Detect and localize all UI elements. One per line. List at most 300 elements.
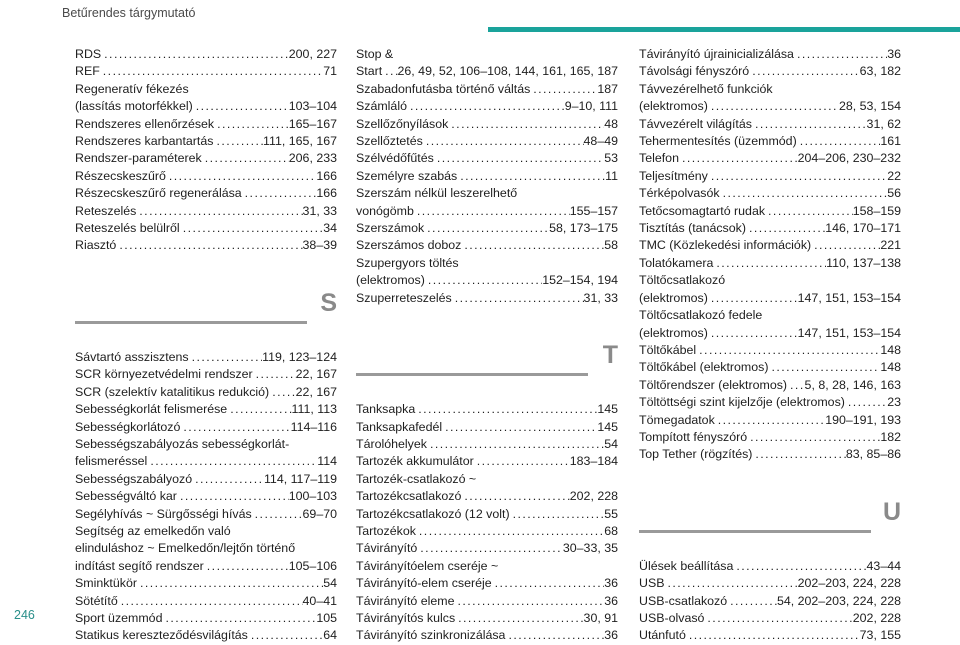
dot-leader	[242, 185, 317, 202]
page-reference: 105–106	[288, 558, 337, 573]
dot-leader	[454, 593, 604, 610]
index-entry-line	[75, 558, 337, 575]
page-reference: 111, 165, 167	[263, 134, 337, 149]
index-entry	[356, 558, 618, 593]
index-entry	[356, 290, 618, 307]
index-entry-line	[356, 610, 618, 627]
index-entry-line	[75, 488, 337, 505]
dot-leader	[213, 133, 263, 150]
page-reference: 119, 123–124	[262, 349, 337, 364]
dot-leader	[189, 349, 262, 366]
index-entry-line	[356, 540, 618, 557]
index-entry-line	[639, 63, 901, 80]
index-entry-line	[75, 150, 337, 167]
index-term: Tisztítás (tanácsok)	[639, 221, 746, 236]
index-term: Távirányító eleme	[356, 593, 455, 608]
index-term: Utánfutó	[639, 628, 686, 643]
dot-leader	[448, 116, 604, 133]
index-term: Távirányító újrainicializálása	[639, 47, 794, 61]
index-entry	[639, 220, 901, 237]
index-entry	[356, 419, 618, 436]
index-entry	[639, 46, 901, 63]
dot-leader	[713, 255, 826, 272]
index-entry	[75, 610, 337, 627]
page-reference: 53	[604, 151, 618, 166]
index-entry-line	[356, 488, 618, 505]
dot-leader	[227, 401, 291, 418]
index-term: Ülések beállítása	[639, 558, 734, 573]
index-entry-line	[639, 394, 901, 411]
index-entry-line	[75, 220, 337, 237]
index-entry	[356, 168, 618, 185]
index-entry-line	[639, 255, 901, 272]
dot-leader	[417, 540, 563, 557]
index-entry	[639, 133, 901, 150]
dot-leader	[423, 133, 584, 150]
section-rule	[356, 373, 588, 376]
index-entry	[75, 81, 337, 116]
page-reference: 54	[323, 576, 337, 591]
index-entry	[356, 133, 618, 150]
dot-leader	[193, 98, 289, 115]
dot-leader	[166, 168, 316, 185]
page-reference: 23	[887, 395, 901, 410]
index-term: Sötétítő	[75, 593, 118, 608]
index-entry-line	[639, 412, 901, 429]
index-entry	[639, 394, 901, 411]
page-reference: 31, 33	[583, 290, 618, 305]
index-term: Reteszelés	[75, 203, 137, 218]
dot-leader	[248, 627, 323, 644]
index-term: Tartozék akkumulátor	[356, 454, 474, 469]
index-term: USB-csatlakozó	[639, 593, 728, 608]
index-entry	[75, 220, 337, 237]
page-reference: 152–154, 194	[542, 273, 618, 288]
index-entry-line	[75, 366, 337, 383]
index-entry-line	[356, 523, 618, 540]
index-entry	[75, 436, 337, 471]
dot-leader	[461, 237, 604, 254]
index-term: Tehermentesítés (üzemmód)	[639, 134, 797, 149]
index-entry	[639, 429, 901, 446]
index-entry-line	[75, 81, 337, 98]
section-divider	[75, 287, 337, 339]
page-reference: 31, 62	[866, 116, 901, 131]
index-term: Szupergyors töltés	[356, 255, 459, 270]
section-letter: S	[320, 288, 337, 317]
dot-leader	[147, 453, 317, 470]
index-column-2	[356, 46, 618, 645]
dot-leader	[452, 290, 584, 307]
index-term: Szélvédőfűtés	[356, 151, 434, 166]
index-term: vonógömb	[356, 203, 414, 218]
index-entry-line	[639, 446, 901, 463]
index-entry-line	[75, 168, 337, 185]
index-term: TMC (Közlekedési információk)	[639, 238, 812, 253]
index-entry	[639, 237, 901, 254]
page-reference: 100–103	[288, 489, 337, 504]
page-reference: 190–191, 193	[825, 412, 901, 427]
page-reference: 64	[323, 628, 337, 643]
dot-leader	[180, 220, 324, 237]
index-term: USB	[639, 576, 665, 591]
index-entry	[75, 366, 337, 383]
index-term: RDS	[75, 47, 102, 61]
index-entry	[75, 575, 337, 592]
index-term: Tartozék-csatlakozó ~	[356, 471, 477, 486]
page-reference: 83, 85–86	[845, 447, 901, 462]
index-entry	[75, 133, 337, 150]
dot-leader	[457, 168, 605, 185]
index-entry	[639, 627, 901, 644]
index-entry-line	[639, 46, 901, 63]
index-entry-line	[356, 255, 618, 272]
index-entry-line	[75, 575, 337, 592]
index-entry-line	[356, 237, 618, 254]
dot-leader	[794, 46, 887, 63]
page-reference: 34	[323, 221, 337, 236]
page-number: 246	[14, 608, 35, 622]
index-term: Top Tether (rögzítés)	[639, 447, 753, 462]
index-term: Részecskeszűrő regenerálása	[75, 186, 242, 201]
page-reference: 187	[597, 81, 618, 96]
index-entry	[356, 523, 618, 540]
index-term: Regeneratív fékezés	[75, 81, 189, 96]
index-entry-line	[356, 63, 618, 80]
page-reference: 71	[323, 64, 337, 79]
dot-leader	[204, 558, 289, 575]
index-term: felismeréssel	[75, 454, 148, 469]
page-reference: 147, 151, 153–154	[797, 290, 901, 305]
index-term: elinduláshoz ~ Emelkedőn/lejtőn történő	[75, 541, 296, 556]
index-term: Tetőcsomagtartó rudak	[639, 203, 766, 218]
index-term: Távvezérelt világítás	[639, 116, 752, 131]
index-entry	[639, 377, 901, 394]
index-term: Tanksapkafedél	[356, 419, 443, 434]
index-term: SCR (szelektív katalitikus redukció)	[75, 384, 270, 399]
index-column-3	[639, 46, 901, 645]
index-entry-line	[639, 203, 901, 220]
page-reference: 114	[317, 454, 337, 469]
page-reference: 63, 182	[859, 64, 901, 79]
page-reference: 48	[604, 116, 618, 131]
page-reference: 114, 117–119	[263, 471, 337, 486]
index-entry-line	[75, 610, 337, 627]
index-entry	[356, 401, 618, 418]
index-entry	[75, 203, 337, 220]
index-entry	[75, 523, 337, 575]
index-term: Tartozékok	[356, 523, 416, 538]
page-reference: 221	[880, 238, 901, 253]
index-entry-line	[75, 133, 337, 150]
index-entry-line	[356, 627, 618, 644]
index-entry	[75, 237, 337, 254]
index-term: Reteszelés belülről	[75, 221, 180, 236]
index-term: Tartozékcsatlakozó	[356, 489, 462, 504]
index-entry-line	[75, 98, 337, 115]
index-entry-line	[639, 325, 901, 342]
index-entry-line	[356, 81, 618, 98]
page-reference: 54	[604, 436, 618, 451]
page-reference: 30–33, 35	[562, 541, 618, 556]
index-entry	[639, 203, 901, 220]
index-entry	[75, 506, 337, 523]
index-entry	[356, 471, 618, 506]
index-entry-line	[639, 133, 901, 150]
index-term: Szerszámos doboz	[356, 238, 462, 253]
index-entry-line	[75, 384, 337, 401]
index-term: Távvezérelhető funkciók	[639, 81, 773, 96]
index-entry	[639, 446, 901, 463]
index-term: Riasztó	[75, 238, 117, 253]
index-term: Sebességszabályozás sebességkorlát-	[75, 436, 290, 451]
index-entry	[356, 453, 618, 470]
dot-leader	[269, 384, 295, 401]
dot-leader	[752, 446, 845, 463]
page-reference: 145	[597, 402, 618, 417]
index-entry-line	[75, 506, 337, 523]
index-entry	[75, 488, 337, 505]
index-term: Távirányítós kulcs	[356, 610, 456, 625]
index-entry	[639, 255, 901, 272]
index-term: REF	[75, 64, 100, 79]
dot-leader	[416, 523, 604, 540]
page-reference: 73, 155	[859, 628, 901, 643]
index-term: Számláló	[356, 99, 407, 114]
index-entry-line	[75, 349, 337, 366]
index-entry-line	[356, 116, 618, 133]
dot-leader	[461, 488, 569, 505]
index-entry	[356, 255, 618, 290]
index-entry-line	[639, 220, 901, 237]
index-entry-line	[356, 558, 618, 575]
index-entry	[639, 81, 901, 116]
page-reference: 166	[316, 168, 337, 183]
index-term: Szellőztetés	[356, 134, 423, 149]
index-entry-line	[75, 453, 337, 470]
index-entry-line	[639, 237, 901, 254]
index-entry	[356, 116, 618, 133]
index-entry-line	[75, 46, 337, 63]
section-rule	[75, 321, 307, 324]
index-term: Távirányítóelem cseréje ~	[356, 558, 499, 573]
index-entry	[639, 168, 901, 185]
page-reference: 206, 233	[288, 151, 337, 166]
dot-leader	[177, 488, 289, 505]
index-term: Sebességkorlátozó	[75, 419, 181, 434]
index-entry-line	[356, 272, 618, 289]
dot-leader	[727, 593, 777, 610]
dot-leader	[679, 150, 798, 167]
index-entry-line	[639, 429, 901, 446]
index-term: Teljesítmény	[639, 168, 708, 183]
dot-leader	[136, 203, 302, 220]
dot-leader	[427, 436, 604, 453]
index-term: Szuperreteszelés	[356, 290, 452, 305]
index-term: Töltőkábel (elektromos)	[639, 360, 769, 375]
index-entry-line	[75, 593, 337, 610]
page-reference: 28, 53, 154	[838, 99, 901, 114]
index-entry-line	[639, 627, 901, 644]
dot-leader	[214, 116, 289, 133]
page-reference: 69–70	[302, 506, 337, 521]
dot-leader	[720, 185, 888, 202]
index-term: Távirányító	[356, 541, 418, 556]
index-entry-line	[75, 401, 337, 418]
index-entry-line	[356, 575, 618, 592]
index-term: Segélyhívás ~ Sürgősségi hívás	[75, 506, 252, 521]
dot-leader	[715, 412, 825, 429]
page-reference: 166	[316, 186, 337, 201]
index-entry	[356, 220, 618, 237]
index-entry	[75, 384, 337, 401]
page-reference: 56	[887, 186, 901, 201]
index-term: Tompított fényszóró	[639, 429, 748, 444]
dot-leader	[424, 220, 549, 237]
index-entry	[356, 237, 618, 254]
index-term: Tanksapka	[356, 402, 416, 417]
section-divider	[356, 339, 618, 391]
index-entry	[356, 593, 618, 610]
index-term: Részecskeszűrő	[75, 168, 166, 183]
dot-leader	[768, 359, 880, 376]
index-entry	[639, 150, 901, 167]
index-term: Térképolvasók	[639, 186, 720, 201]
dot-leader	[455, 610, 583, 627]
index-term: Statikus kereszteződésvilágítás	[75, 628, 248, 643]
page-reference: 58, 173–175	[549, 221, 618, 236]
index-entry-line	[639, 98, 901, 115]
index-term: Személyre szabás	[356, 168, 458, 183]
index-entry-line	[356, 46, 618, 63]
page-reference: 36	[604, 576, 618, 591]
index-entry	[639, 575, 901, 592]
index-entry-line	[75, 419, 337, 436]
index-entry-line	[75, 116, 337, 133]
index-entry	[356, 98, 618, 115]
index-entry-line	[639, 610, 901, 627]
index-term: Töltőcsatlakozó fedele	[639, 308, 763, 323]
index-entry	[356, 150, 618, 167]
page-reference: 105	[316, 610, 337, 625]
dot-leader	[382, 63, 397, 80]
index-entry-line	[639, 575, 901, 592]
index-entry-line	[356, 436, 618, 453]
index-entry	[639, 342, 901, 359]
dot-leader	[492, 575, 605, 592]
index-term: Sebességváltó kar	[75, 489, 177, 504]
index-entry-line	[75, 627, 337, 644]
dot-leader	[811, 237, 880, 254]
index-term: Szerszámok	[356, 221, 425, 236]
dot-leader	[704, 610, 852, 627]
dot-leader	[664, 575, 797, 592]
dot-leader	[530, 81, 597, 98]
index-term: Sport üzemmód	[75, 610, 163, 625]
index-entry	[75, 401, 337, 418]
index-term: Töltöttségi szint kijelzője (elektromos)	[639, 395, 845, 410]
index-term: (elektromos)	[356, 273, 425, 288]
index-entry	[356, 81, 618, 98]
index-entry-line	[356, 419, 618, 436]
index-entry	[639, 558, 901, 575]
page-reference: 31, 33	[302, 203, 337, 218]
header-accent-bar	[488, 27, 960, 32]
index-entry-line	[356, 290, 618, 307]
dot-leader	[708, 290, 798, 307]
page-reference: 55	[604, 506, 618, 521]
index-entry	[639, 272, 901, 307]
index-entry	[639, 307, 901, 342]
index-entry	[75, 46, 337, 63]
index-entry-line	[639, 558, 901, 575]
index-term: Távirányító szinkronizálása	[356, 628, 506, 643]
index-entry	[75, 419, 337, 436]
page-reference: 9–10, 111	[564, 99, 618, 114]
page-reference: 36	[604, 628, 618, 643]
dot-leader	[407, 98, 565, 115]
index-term: Stop &	[356, 47, 394, 61]
index-entry	[356, 436, 618, 453]
index-entry	[75, 116, 337, 133]
index-entry-line	[639, 150, 901, 167]
dot-leader	[192, 471, 264, 488]
dot-leader	[747, 429, 880, 446]
index-term: Rendszeres ellenőrzések	[75, 116, 215, 131]
page-reference: 68	[604, 523, 618, 538]
dot-leader	[733, 558, 866, 575]
index-entry-line	[356, 453, 618, 470]
page-reference: 204–206, 230–232	[797, 151, 901, 166]
index-entry-line	[75, 523, 337, 540]
index-term: Töltőcsatlakozó	[639, 273, 726, 288]
page-reference: 158–159	[852, 203, 901, 218]
page-reference: 103–104	[288, 99, 337, 114]
dot-leader	[787, 377, 805, 394]
page-reference: 22, 167	[295, 367, 337, 382]
page-reference: 202, 228	[852, 610, 901, 625]
dot-leader	[752, 116, 867, 133]
index-entry	[639, 610, 901, 627]
page-reference: 146, 170–171	[825, 221, 901, 236]
page-reference: 38–39	[302, 238, 337, 253]
index-term: Töltőkábel	[639, 342, 697, 357]
dot-leader	[252, 506, 303, 523]
index-entry	[75, 349, 337, 366]
page-reference: 114–116	[290, 419, 337, 434]
page-reference: 202–203, 224, 228	[797, 576, 901, 591]
index-entry-line	[75, 203, 337, 220]
index-entry-line	[356, 168, 618, 185]
index-entry-line	[75, 63, 337, 80]
index-term: Tolatókamera	[639, 255, 714, 270]
index-term: indítást segítő rendszer	[75, 558, 204, 573]
index-term: Sminktükör	[75, 576, 137, 591]
dot-leader	[765, 203, 853, 220]
index-term: Sebességszabályozó	[75, 471, 193, 486]
page-reference: 110, 137–138	[826, 255, 901, 270]
page-reference: 111, 113	[291, 402, 337, 417]
dot-leader	[442, 419, 597, 436]
index-entry	[75, 168, 337, 185]
index-entry-line	[75, 237, 337, 254]
dot-leader	[414, 203, 570, 220]
dot-leader	[116, 237, 302, 254]
page-reference: 22, 167	[295, 384, 337, 399]
page-reference: 11	[605, 168, 618, 183]
index-entry-line	[639, 116, 901, 133]
dot-leader	[425, 272, 542, 289]
